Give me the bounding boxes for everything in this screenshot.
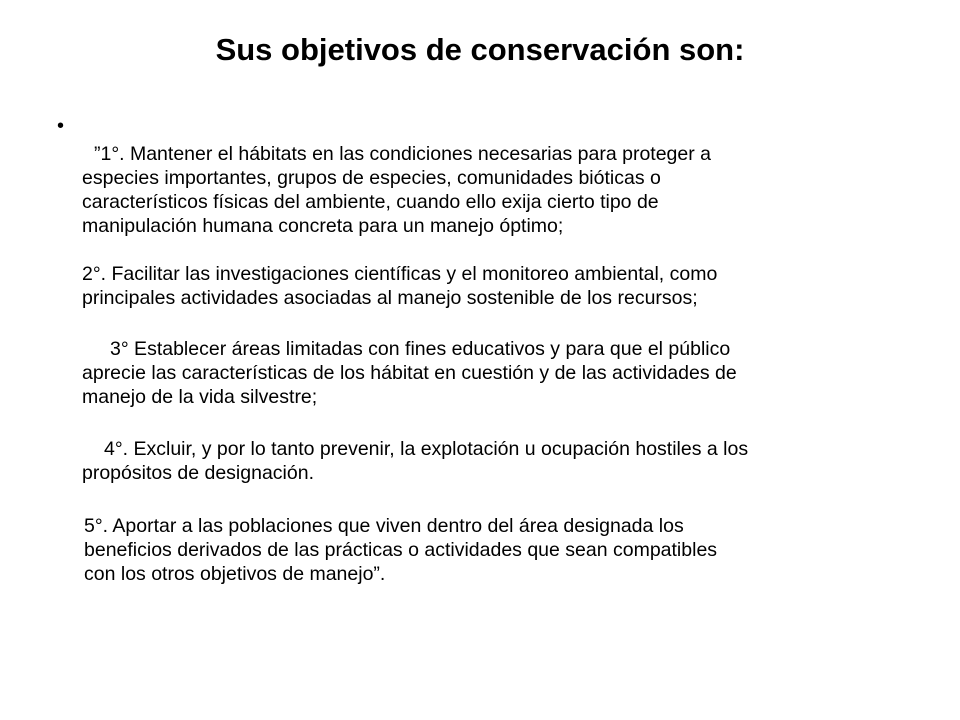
objective-5-line-2: beneficios derivados de las prácticas o actividades que sean compatibles (84, 539, 718, 561)
objective-4-line-2: propósitos de designación. (82, 462, 314, 484)
bullet-marker: • (57, 115, 65, 137)
objective-2-paragraph (82, 262, 902, 310)
objective-4-paragraph (82, 437, 902, 485)
objective-1-paragraph (82, 142, 862, 238)
objective-5-paragraph (84, 514, 904, 586)
objective-1-line-3: característicos físicas del ambiente, cuando ello exija cierto tipo de (82, 191, 659, 213)
objective-1-line-4: manipulación humana concreta para un manejo óptimo; (82, 215, 564, 237)
objective-2-line-1: 2°. Facilitar las investigaciones científicas y el monitoreo ambiental, como (82, 263, 718, 285)
objective-3-line-1: 3° Establecer áreas limitadas con fines educativos y para que el público (110, 338, 731, 360)
objective-5-line-3: con los otros objetivos de manejo”. (84, 563, 386, 585)
page-title: Sus objetivos de conservación son: (215, 32, 745, 67)
objective-4-line-1: 4°. Excluir, y por lo tanto prevenir, la explotación u ocupación hostiles a los (104, 438, 749, 460)
objective-3-line-2: aprecie las características de los hábitat en cuestión y de las actividades de (82, 362, 737, 384)
objective-1-line-1: ”1°. Mantener el hábitats en las condiciones necesarias para proteger a (94, 143, 711, 165)
objective-2-line-2: principales actividades asociadas al manejo sostenible de los recursos; (82, 287, 698, 309)
objective-3-line-3: manejo de la vida silvestre; (82, 386, 318, 408)
objective-3-paragraph (82, 337, 902, 409)
objective-5-line-1: 5°. Aportar a las poblaciones que viven dentro del área designada los (84, 515, 684, 537)
objective-1-line-2: especies importantes, grupos de especies, comunidades bióticas o (82, 167, 661, 189)
